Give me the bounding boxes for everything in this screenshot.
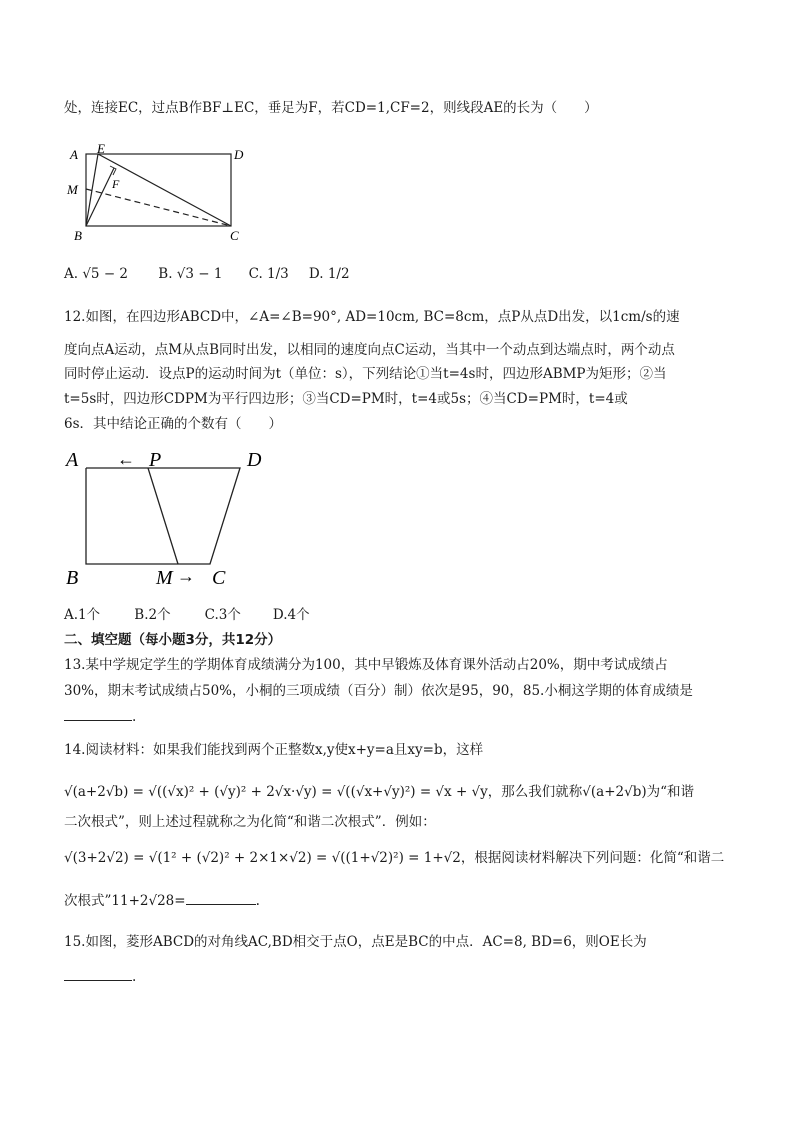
q12-label-a: A [66, 449, 79, 471]
q12-line-5: 6s．其中结论正确的个数有（ ） [64, 416, 283, 432]
q13-line-3 [64, 706, 136, 727]
q12-label-p: P [149, 449, 162, 471]
q12-label-m: M [156, 567, 173, 589]
q12-option-b[interactable]: B.2个 [134, 607, 171, 623]
q12-line-2: 度向点A运动，点M从点B同时出发，以相同的速度向点C运动，当其中一个动点到达端点时，两个动点 [64, 342, 675, 358]
q12-option-a[interactable]: A.1个 [64, 607, 101, 623]
q14-period: . [255, 893, 260, 909]
q14-line-2: √(a+2√b) = √((√x)² + (√y)² + 2√x·√y) = √((√x+√y)²) = √x + √y，那么我们就称√(a+2√b)为“和谐 [64, 784, 695, 800]
q12-figure [62, 446, 282, 592]
q13-period: . [132, 709, 137, 725]
q11-label-d: D [234, 147, 244, 162]
q14-answer-blank[interactable] [186, 890, 256, 905]
q12-label-b: B [66, 567, 79, 589]
q11-label-a: A [70, 147, 78, 162]
q11-option-b[interactable]: B. √3 − 1 [158, 266, 223, 282]
q15-period: . [132, 969, 137, 985]
q12-line-1: 12.如图，在四边形ABCD中，∠A=∠B=90°, AD=10cm, BC=8cm，点P从点D出发，以1cm/s的速 [64, 309, 680, 325]
q12-options [64, 605, 310, 625]
q13-line-2: 30%，期末考试成绩占50%，小桐的三项成绩（百分）制）依次是95，90，85.小桐这学期的体育成绩是 [64, 683, 693, 699]
q13-answer-blank[interactable] [64, 706, 132, 721]
q12-arrow-left-icon: ← [117, 449, 135, 469]
q15-line-2 [64, 966, 136, 987]
q14-line-5 [64, 890, 260, 911]
q11-label-e: E [97, 142, 105, 156]
q11-options [64, 264, 350, 284]
section-title-fill-in: 二、填空题（每小题3分，共12分） [64, 632, 282, 648]
q12-label-c: C [212, 567, 226, 589]
q15-line-1: 15.如图，菱形ABCD的对角线AC,BD相交于点O，点E是BC的中点．AC=8, BD=6，则OE长为 [64, 934, 647, 950]
q12-label-d: D [247, 449, 262, 471]
q12-arrow-right-icon: → [177, 566, 195, 586]
q11-option-c[interactable]: C. 1/3 [248, 266, 289, 282]
q11-option-d[interactable]: D. 1/2 [308, 266, 350, 282]
q11-stem: 处，连接EC，过点B作BF⊥EC，垂足为F，若CD=1,CF=2，则线段AE的长为（ ） [64, 100, 598, 116]
q11-label-b: B [74, 228, 82, 243]
q14-expression: 次根式”11+2√28= [64, 893, 186, 909]
q11-label-c: C [230, 228, 239, 243]
q14-line-3: 二次根式”，则上述过程就称之为化简“和谐二次根式”．例如： [64, 814, 436, 830]
q14-line-4: √(3+2√2) = √(1² + (√2)² + 2×1×√2) = √((1+√2)²) = 1+√2，根据阅读材料解决下列问题：化简“和谐二 [64, 850, 725, 866]
q11-option-a[interactable]: A. √5 − 2 [64, 266, 129, 282]
q11-figure [64, 142, 264, 246]
q11-label-m: M [67, 182, 78, 197]
q12-option-d[interactable]: D.4个 [272, 607, 310, 623]
q11-label-f: F [112, 177, 120, 191]
q14-line-1: 14.阅读材料：如果我们能找到两个正整数x,y使x+y=a且xy=b，这样 [64, 742, 484, 758]
q12-option-c[interactable]: C.3个 [204, 607, 241, 623]
q12-line-4: t=5s时，四边形CDPM为平行四边形；③当CD=PM时，t=4或5s；④当CD=PM时，t=4或 [64, 391, 628, 407]
q12-line-3: 同时停止运动．设点P的运动时间为t（单位：s），下列结论①当t=4s时，四边形ABMP为矩形；②当 [64, 366, 667, 382]
q13-line-1: 13.某中学规定学生的学期体育成绩满分为100，其中早锻炼及体育课外活动占20%，期中考试成绩占 [64, 657, 668, 673]
q15-answer-blank[interactable] [64, 966, 132, 981]
